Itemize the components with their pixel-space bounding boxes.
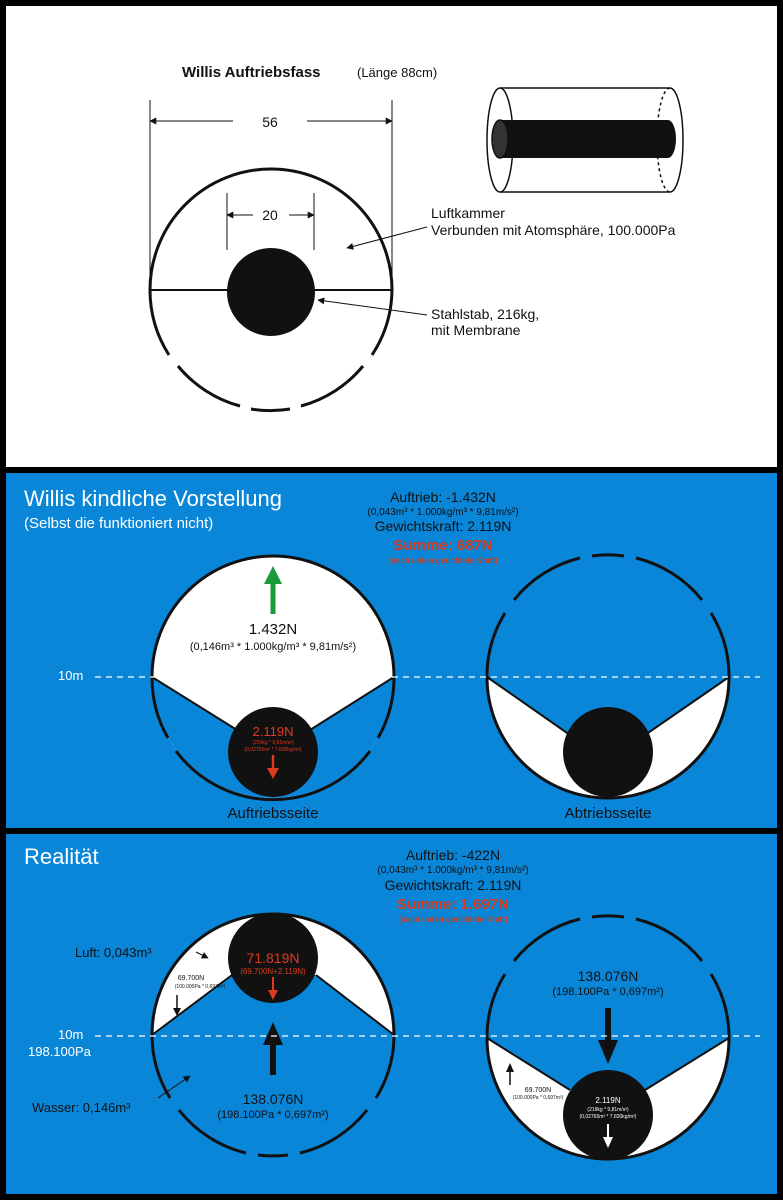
bottom-right-rod-formula-1: (219kg * 9,81m/s²) [587,1107,629,1113]
dimension-inner-label: 20 [262,207,278,223]
bottom-water-label: Wasser: 0,146m³ [32,1100,131,1115]
bottom-left-air-formula: (100.000Pa * 0,697m²) [174,984,226,990]
middle-left-force: 1.432N [248,621,298,638]
bottom-left-water-formula: (198.100Pa * 0,697m²) [217,1109,329,1121]
middle-right-rod [563,707,653,797]
label-rod-1: Stahlstab, 216kg, [431,306,540,322]
bottom-auftrieb-formula: (0,043m³ * 1.000kg/m³ * 9,81m/s²) [377,865,529,876]
dimension-outer-label: 56 [262,114,278,130]
bottom-right-top-formula: (198.100Pa * 0,697m²) [552,986,664,998]
bottom-gewicht: Gewichtskraft: 2.119N [384,877,522,893]
middle-gewicht: Gewichtskraft: 2.119N [374,518,512,534]
bottom-summe: Summe: 1.697N [397,896,509,913]
bottom-left-water-force: 138.076N [242,1091,304,1107]
label-air-1: Luftkammer [431,205,505,221]
bottom-right-rod-formula-2: (0,02765m³ * 7.830kg/m³) [579,1114,637,1120]
cylinder-rod [492,120,676,158]
middle-summe: Summe: 687N [393,537,493,554]
middle-depth-label: 10m [58,668,84,683]
label-air-2: Verbunden mit Atomsphäre, 100.000Pa [431,222,676,238]
middle-rod-formula-2: (0,02765m³ * 7.830kg/m³) [244,747,302,753]
top-title-note: (Länge 88cm) [357,65,438,80]
bottom-title: Realität [24,844,99,869]
bottom-right-air-force: 69.700N [524,1087,552,1094]
middle-subtitle: (Selbst die funktioniert nicht) [24,515,214,532]
bottom-right-top-force: 138.076N [577,968,639,984]
bottom-left-top-formula: (219kg * 9,81m/s²) [252,932,294,938]
middle-right-caption: Abtriebsseite [564,805,652,822]
bottom-left-top-force: 2.119N [260,921,286,930]
bottom-pressure-label: 198.100Pa [28,1044,91,1059]
bottom-summe-note: (nach unten gerichtete Kraft) [398,915,508,924]
middle-rod-formula-1: (219kg * 9,81m/s²) [252,740,294,746]
middle-rod-force: 2.119N [252,724,294,739]
top-title [182,64,437,81]
bottom-left-rod-formula: (69.700N+2.119N) [240,967,306,976]
bottom-air-label: Luft: 0,043m³ [75,945,152,960]
bottom-right-air-formula: (100.000Pa * 0,697m²) [512,1095,564,1101]
bottom-auftrieb: Auftrieb: -422N [405,847,501,863]
bottom-left-air-force: 69.700N [177,975,205,982]
middle-summe-note: (nach unten gerichtete Kraft) [388,556,498,565]
bottom-depth-label: 10m [58,1027,84,1042]
top-rod [227,248,315,336]
label-rod-2: mit Membrane [431,322,521,338]
middle-auftrieb-formula: (0,043m³ * 1.000kg/m³ * 9,81m/s²) [367,507,519,518]
middle-left-caption: Auftriebsseite [227,805,319,822]
bottom-left-rod-force: 71.819N [246,950,300,966]
middle-auftrieb: Auftrieb: -1.432N [390,489,496,505]
middle-title: Willis kindliche Vorstellung [24,486,282,511]
middle-left-formula: (0,146m³ * 1.000kg/m³ * 9,81m/s²) [189,641,357,653]
top-title-text: Willis Auftriebsfass [182,64,321,81]
bottom-right-rod-force: 2.119N [595,1096,621,1105]
